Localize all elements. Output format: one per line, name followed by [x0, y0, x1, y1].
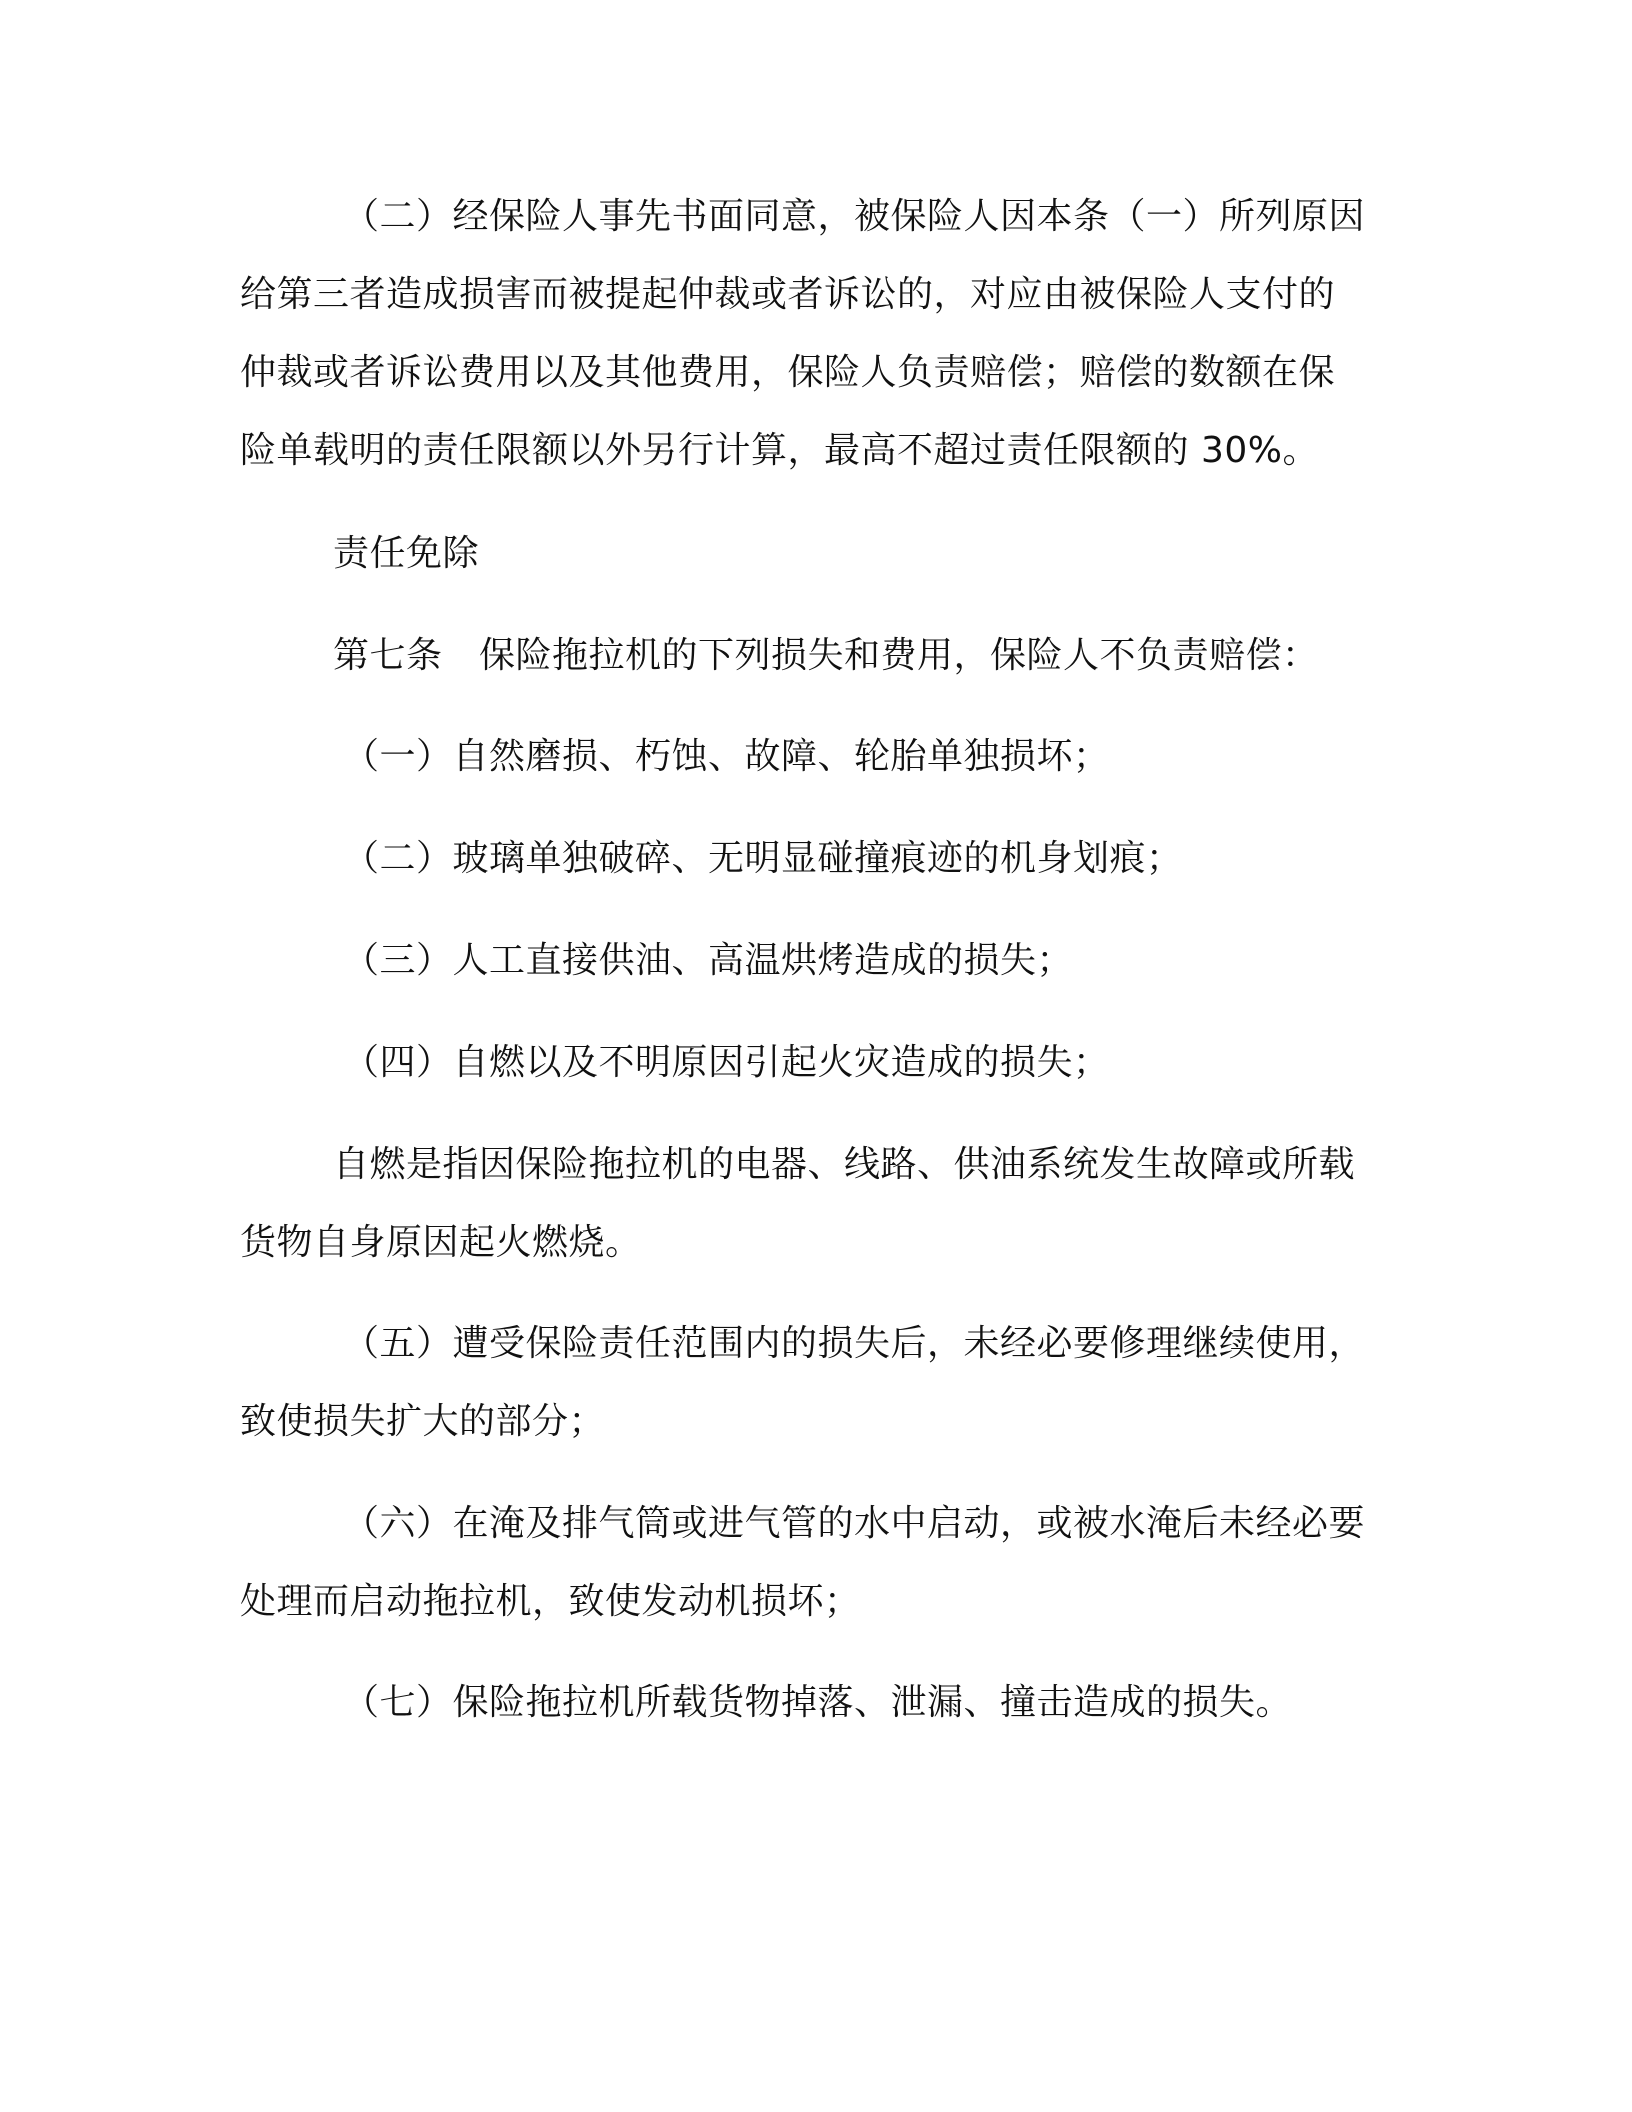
exclusion-item-7	[240, 1664, 1390, 1742]
section-heading-exclusions	[240, 515, 1390, 593]
text-line: 处理而启动拖拉机，致使发动机损坏；	[240, 1581, 861, 1622]
text-line: 自燃是指因保险拖拉机的电器、线路、供油系统发生故障或所载	[333, 1144, 1356, 1185]
exclusion-item-5	[240, 1305, 1390, 1461]
exclusion-item-1	[240, 718, 1390, 796]
text-line: 第七条 保险拖拉机的下列损失和费用，保险人不负责赔偿：	[333, 635, 1319, 676]
text-line: （三）人工直接供油、高温烘烤造成的损失；	[343, 940, 1074, 981]
text-line: （一）自然磨损、朽蚀、故障、轮胎单独损坏；	[343, 736, 1110, 777]
definition-spontaneous-combustion	[240, 1126, 1390, 1282]
text-line: （二）经保险人事先书面同意，被保险人因本条（一）所列原因	[343, 196, 1366, 237]
text-line: 致使损失扩大的部分；	[240, 1401, 606, 1442]
paragraph-liability-litigation-costs	[240, 178, 1390, 490]
exclusion-item-2	[240, 820, 1390, 898]
text-line: 货物自身原因起火燃烧。	[240, 1222, 642, 1263]
text-line: 仲裁或者诉讼费用以及其他费用，保险人负责赔偿；赔偿的数额在保	[240, 352, 1336, 393]
text-line: （二）玻璃单独破碎、无明显碰撞痕迹的机身划痕；	[343, 838, 1183, 879]
text-line: 责任免除	[333, 533, 480, 574]
exclusion-item-3	[240, 922, 1390, 1000]
text-line: （七）保险拖拉机所载货物掉落、泄漏、撞击造成的损失。	[343, 1682, 1293, 1723]
exclusion-item-4	[240, 1024, 1390, 1102]
text-line: 给第三者造成损害而被提起仲裁或者诉讼的，对应由被保险人支付的	[240, 274, 1336, 315]
text-line: 险单载明的责任限额以外另行计算，最高不超过责任限额的 30%。	[240, 430, 1319, 471]
article-seven	[240, 617, 1390, 695]
text-line: （四）自燃以及不明原因引起火灾造成的损失；	[343, 1042, 1110, 1083]
exclusion-item-6	[240, 1485, 1390, 1641]
text-line: （六）在淹及排气筒或进气管的水中启动，或被水淹后未经必要	[343, 1503, 1366, 1544]
text-line: （五）遭受保险责任范围内的损失后，未经必要修理继续使用，	[343, 1323, 1366, 1364]
